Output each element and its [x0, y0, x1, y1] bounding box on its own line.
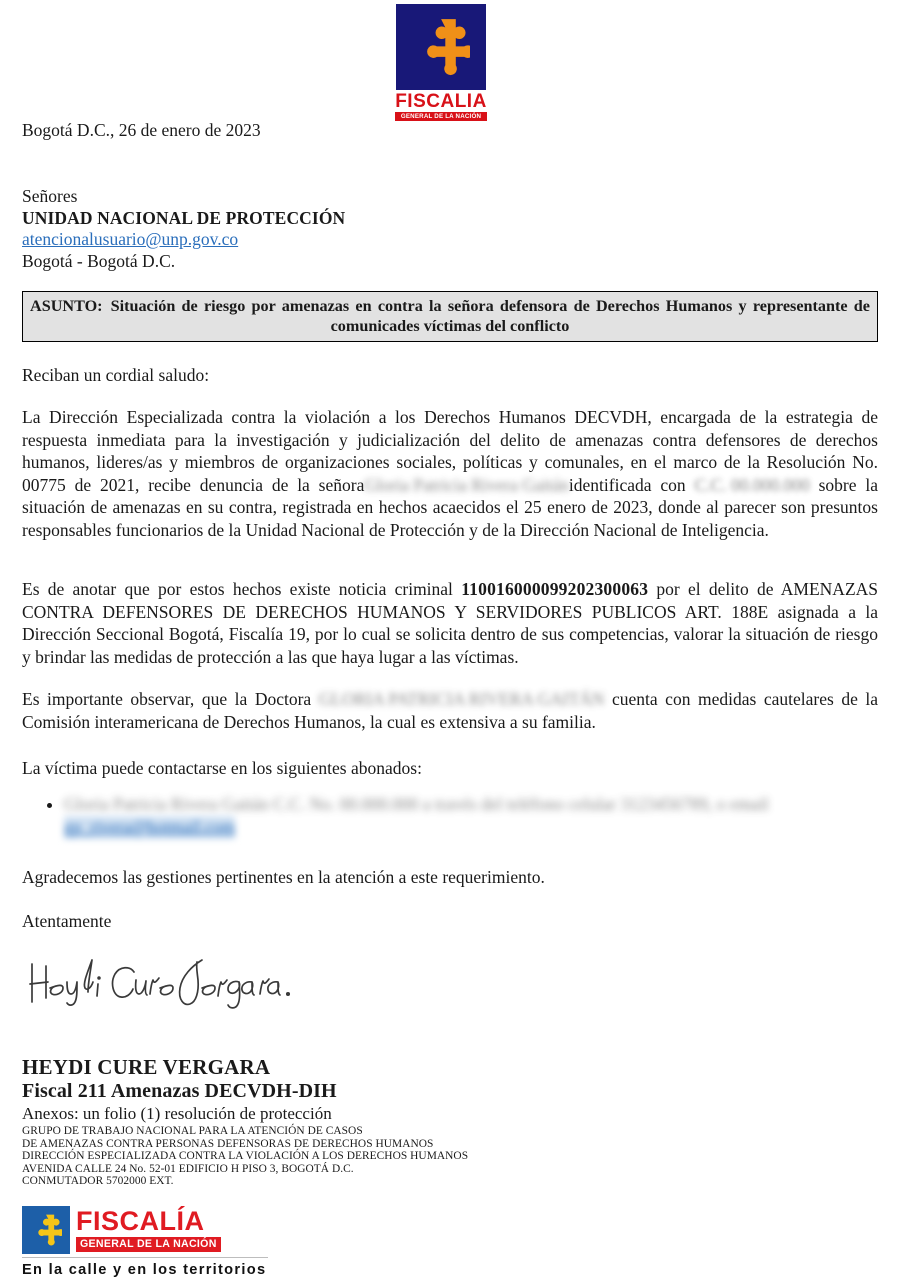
paragraph-3-text-a: Es importante observar, que la Doctora — [22, 689, 312, 709]
puzzle-piece-icon — [30, 1211, 62, 1249]
signer-role: Fiscal 211 Amenazas DECVDH-DIH — [22, 1080, 337, 1102]
redacted-denunciante-name: Gloria Patricia Rivera Gaitán — [364, 474, 569, 495]
paragraph-2-text-a: Es de anotar que por estos hechos existe noticia criminal — [22, 579, 453, 599]
asunto-label: ASUNTO: — [30, 297, 103, 315]
addressee-email-link[interactable]: atencionalusuario@unp.gov.co — [22, 229, 239, 249]
paragraph-1 — [22, 406, 878, 542]
redacted-doctora-name: GLORIA PATRICIA RIVERA GAITÁN — [318, 689, 605, 709]
footer-brand-name: FISCALÍA — [76, 1206, 205, 1236]
header-logo — [395, 4, 487, 121]
contact-bullet-list — [22, 793, 878, 839]
brand-name: FISCALIA — [395, 91, 487, 112]
paragraph-2-text-b: por el delito de AMENAZAS CONTRA DEFENSORES DE DERECHOS HUMANOS Y SERVIDORES PUBLICOS ART. 188E asignada a la Dirección Seccional Bogotá, Fiscalía 19, por lo cual se solicita dentro de sus competencias, valorar la situación de riesgo y brindar las medidas de protección a las que haya lugar a las víctimas. — [22, 579, 879, 667]
redacted-contact-email-link[interactable]: gp_rivera@hotmail.com — [64, 817, 236, 837]
address-line: CONMUTADOR 5702000 EXT. — [22, 1175, 174, 1188]
addressee-block — [22, 186, 345, 272]
address-line: AVENIDA CALLE 24 No. 52-01 EDIFICIO H PISO 3, BOGOTÁ D.C. — [22, 1162, 354, 1175]
puzzle-piece-icon — [412, 13, 470, 81]
noticia-criminal-number: 110016000099202300063 — [461, 579, 649, 599]
addressee-location: Bogotá - Bogotá D.C. — [22, 250, 176, 271]
brand-subtitle: GENERAL DE LA NACIÓN — [395, 112, 487, 121]
fiscalia-puzzle-logo — [22, 1206, 70, 1254]
paragraph-1-text-c: sobre la situación de amenazas en su contra, registrada en hechos acaecidos el 25 enero de 2023, donde al parecer son presuntos responsables funcionarios de la Unidad Nacional de Protección y de la Dirección Nacional de Inteligencia. — [22, 474, 878, 540]
signature-block — [22, 1055, 622, 1188]
paragraph-4: La víctima puede contactarse en los siguientes abonados: — [22, 758, 422, 778]
footer-brand-subtitle: GENERAL DE LA NACIÓN — [76, 1237, 221, 1252]
paragraph-5: Agradecemos las gestiones pertinentes en la atención a este requerimiento. — [22, 867, 545, 887]
handwritten-signature — [26, 946, 296, 1012]
footer-address — [22, 1125, 622, 1188]
paragraph-3-text-b: cuenta con medidas cautelares de la Comisión interamericana de Derechos Humanos, la cual es extensiva a su familia. — [22, 689, 879, 732]
footer-logo — [22, 1206, 272, 1278]
asunto-text: Situación de riesgo por amenazas en contra la señora defensora de Derechos Humanos y representante de comunicades víctimas del conflicto — [110, 297, 870, 335]
list-item — [64, 793, 878, 839]
greeting-paragraph: Reciban un cordial saludo: — [22, 365, 210, 385]
address-line: DE AMENAZAS CONTRA PERSONAS DEFENSORAS DE DERECHOS HUMANOS — [22, 1137, 434, 1150]
paragraph-1-text-a: La Dirección Especializada contra la violación a los Derechos Humanos DECVDH, encargada de la estrategia de respuesta inmediata para la investigación y judicialización del delito de amenazas contra defensores de derechos humanos, lideres/as y miembros de organizaciones sociales, políticas y comunales, en el marco de la Resolución No. 00775 de 2021, recibe denuncia de la señora — [22, 407, 878, 495]
paragraph-3 — [22, 688, 878, 733]
paragraph-6-closing: Atentamente — [22, 911, 112, 931]
fiscalia-puzzle-logo — [396, 4, 486, 90]
redacted-denunciante-id: C.C. 00.000.000 — [694, 474, 810, 495]
paragraph-1-text-b: identificada con — [568, 474, 686, 495]
signature-icon — [26, 946, 296, 1012]
divider — [22, 1257, 268, 1258]
signer-name: HEYDI CURE VERGARA — [22, 1055, 271, 1079]
address-line: GRUPO DE TRABAJO NACIONAL PARA LA ATENCIÓN DE CASOS — [22, 1125, 363, 1137]
address-line: DIRECCIÓN ESPECIALIZADA CONTRA LA VIOLACIÓN A LOS DERECHOS HUMANOS — [22, 1150, 469, 1163]
footer-tagline: En la calle y en los territorios — [22, 1262, 267, 1278]
addressee-organization: UNIDAD NACIONAL DE PROTECCIÓN — [22, 207, 346, 228]
asunto-box — [22, 291, 878, 342]
addressee-salutation: Señores — [22, 186, 78, 206]
paragraph-2 — [22, 578, 878, 668]
redacted-contact-details: Gloria Patricia Rivera Gaitán C.C. No. 00.000.000 a través del teléfono celular 3123456789, o email — [64, 794, 769, 814]
date-line: Bogotá D.C., 26 de enero de 2023 — [22, 120, 261, 140]
anexos-line: Anexos: un folio (1) resolución de protección — [22, 1104, 332, 1123]
